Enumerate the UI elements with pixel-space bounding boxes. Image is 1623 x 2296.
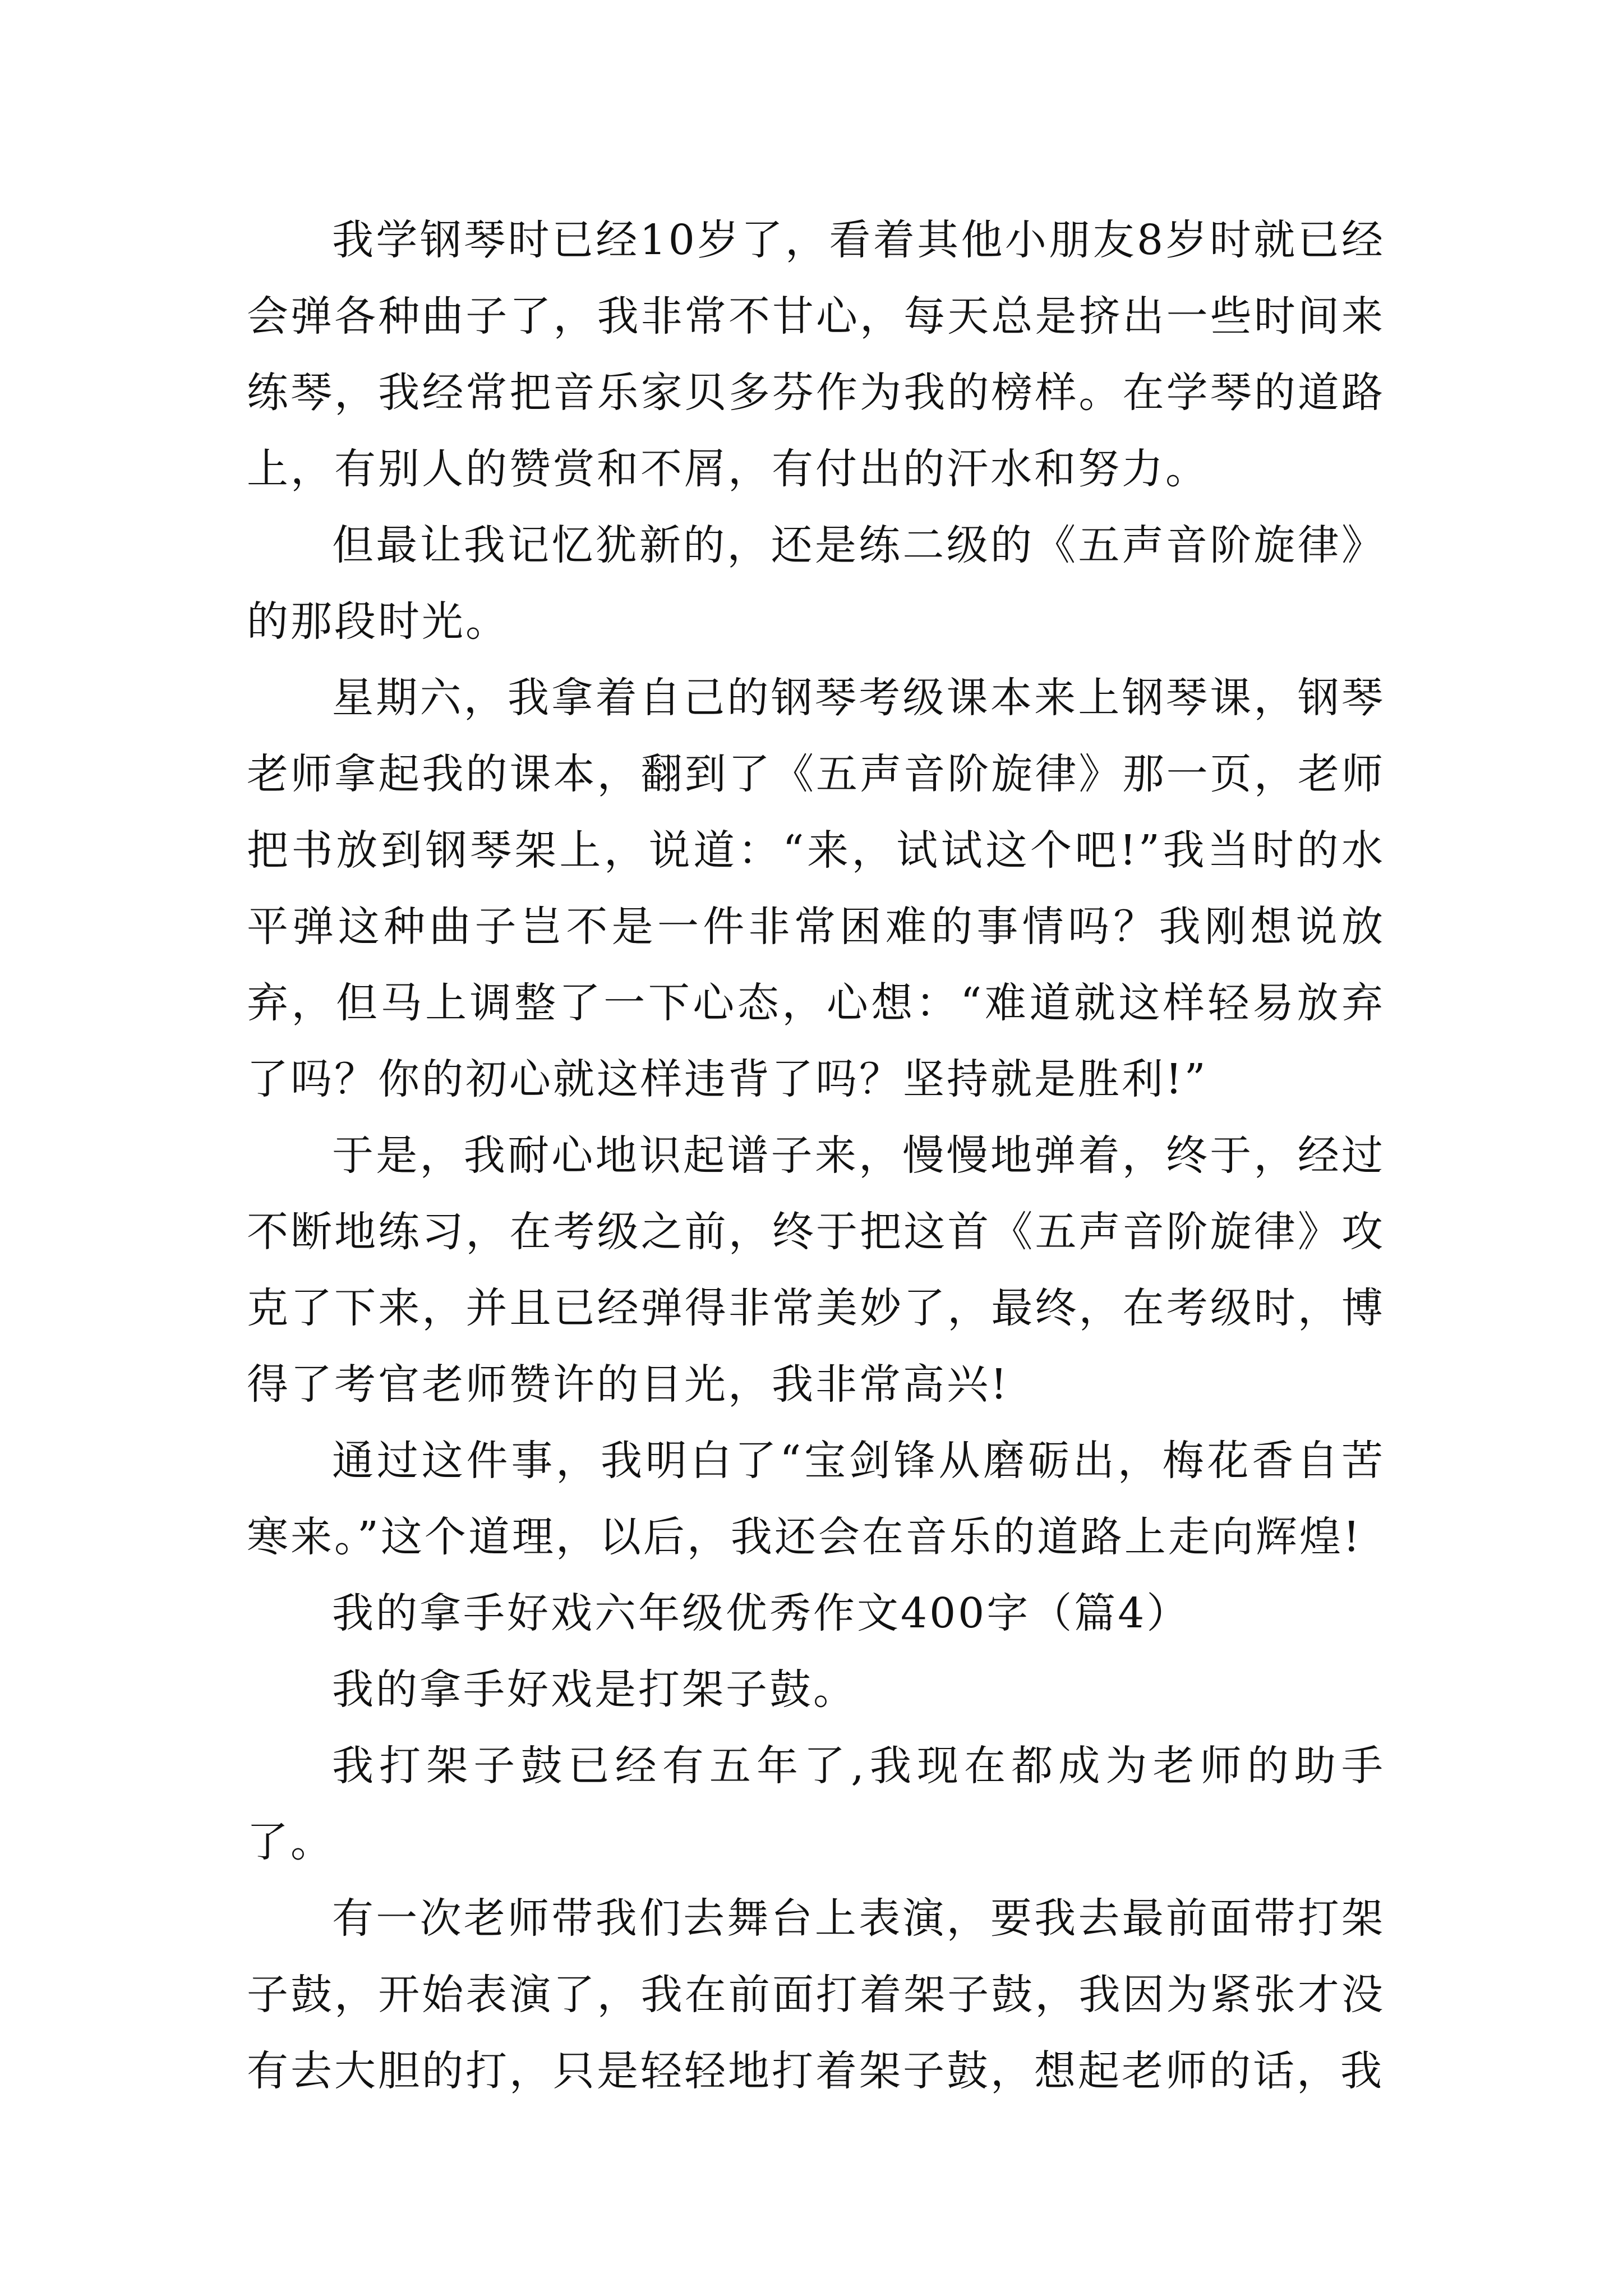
paragraph-drums-intro: 我的拿手好戏是打架子鼓。 — [332, 1665, 857, 1714]
paragraph-lesson-learned: 通过这件事，我明白了“宝剑锋从磨砺出，梅花香自苦寒来。”这个道理，以后，我还会在音乐的道路上走向辉煌! — [247, 1437, 1385, 1561]
paragraph-saturday-lesson: 星期六，我拿着自己的钢琴考级课本来上钢琴课，钢琴老师拿起我的课本，翻到了《五声音阶旋律》那一页，老师把书放到钢琴架上，说道：“来，试试这个吧!”我当时的水平弹这种曲子岂不是一件非常困难的事情吗？我刚想说放弃，但马上调整了一下心态，心想：“难道就这样轻易放弃了吗？你的初心就这样违背了吗？坚持就是胜利!” — [247, 674, 1385, 1103]
paragraph-drums-years: 我打架子鼓已经有五年了,我现在都成为老师的助手了。 — [247, 1742, 1385, 1866]
paragraph-practice: 于是，我耐心地识起谱子来，慢慢地弹着，终于，经过不断地练习，在考级之前，终于把这首《五声音阶旋律》攻克了下来，并且已经弹得非常美妙了，最终，在考级时，博得了考官老师赞许的目光，我非常高兴! — [247, 1131, 1385, 1409]
essay-heading: 我的拿手好戏六年级优秀作文400字（篇4） — [332, 1589, 1191, 1637]
essay-text-column — [247, 202, 1385, 2109]
paragraph-piano-intro: 我学钢琴时已经10岁了，看着其他小朋友8岁时就已经会弹各种曲子了，我非常不甘心，每天总是挤出一些时间来练琴，我经常把音乐家贝多芬作为我的榜样。在学琴的道路上，有别人的赞赏和不屑，有付出的汗水和努力。 — [247, 216, 1385, 493]
paragraph-stage-performance: 有一次老师带我们去舞台上表演，要我去最前面带打架子鼓，开始表演了，我在前面打着架子鼓，我因为紧张才没有去大胆的打，只是轻轻地打着架子鼓，想起老师的话，我 — [247, 1894, 1385, 2095]
paragraph-memory: 但最让我记忆犹新的，还是练二级的《五声音阶旋律》的那段时光。 — [247, 521, 1385, 646]
